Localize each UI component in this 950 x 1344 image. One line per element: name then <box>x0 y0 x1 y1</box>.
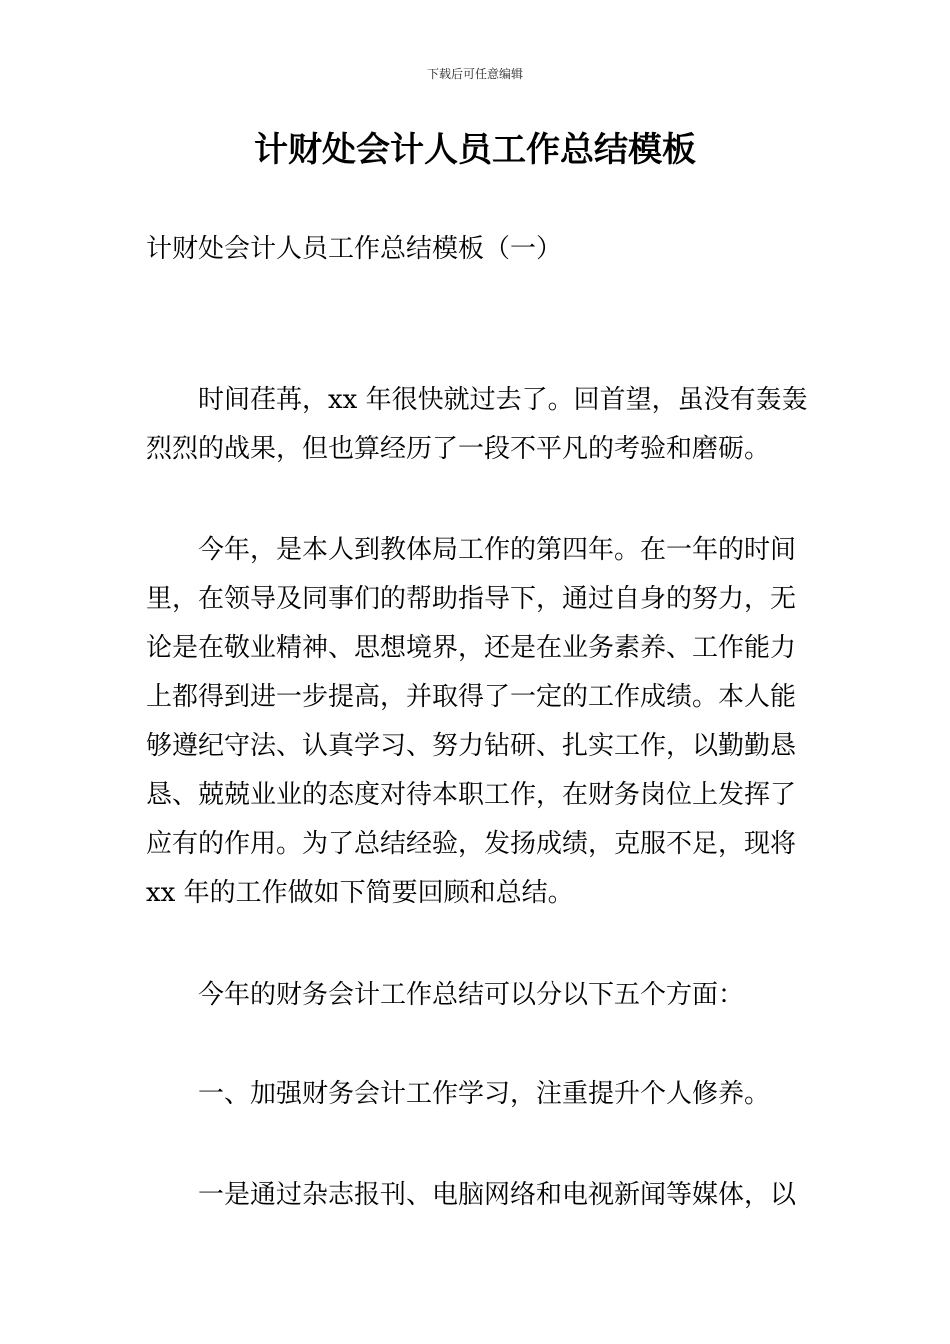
paragraph-line: 烈烈的战果，但也算经历了一段不平凡的考验和磨砺。 <box>146 434 771 464</box>
paragraph-line: 里，在领导及同事们的帮助指导下，通过自身的努力，无 <box>146 584 797 614</box>
paragraph-line: xx 年的工作做如下简要回顾和总结。 <box>146 878 574 908</box>
paragraph-line: 应有的作用。为了总结经验，发扬成绩，克服不足，现将 <box>146 829 797 859</box>
paragraph-line: 恳、兢兢业业的态度对待本职工作，在财务岗位上发挥了 <box>146 780 797 810</box>
paragraph-line: 今年，是本人到教体局工作的第四年。在一年的时间 <box>198 535 797 565</box>
paragraph-line: 今年的财务会计工作总结可以分以下五个方面： <box>198 980 745 1010</box>
document-title: 计财处会计人员工作总结模板 <box>254 130 696 170</box>
paragraph-line: 上都得到进一步提高，并取得了一定的工作成绩。本人能 <box>146 682 797 712</box>
paragraph-line: 一、加强财务会计工作学习，注重提升个人修养。 <box>198 1079 771 1109</box>
paragraph-line: 一是通过杂志报刊、电脑网络和电视新闻等媒体，以 <box>198 1180 797 1210</box>
paragraph-line: 论是在敬业精神、思想境界，还是在业务素养、工作能力 <box>146 633 797 663</box>
section-subtitle: 计财处会计人员工作总结模板（一） <box>146 234 563 264</box>
paragraph-line: 时间荏苒，xx 年很快就过去了。回首望，虽没有轰轰 <box>198 385 808 415</box>
paragraph-line: 够遵纪守法、认真学习、努力钻研、扎实工作，以勤勤恳 <box>146 731 797 761</box>
header-note: 下载后可任意编辑 <box>426 67 523 81</box>
